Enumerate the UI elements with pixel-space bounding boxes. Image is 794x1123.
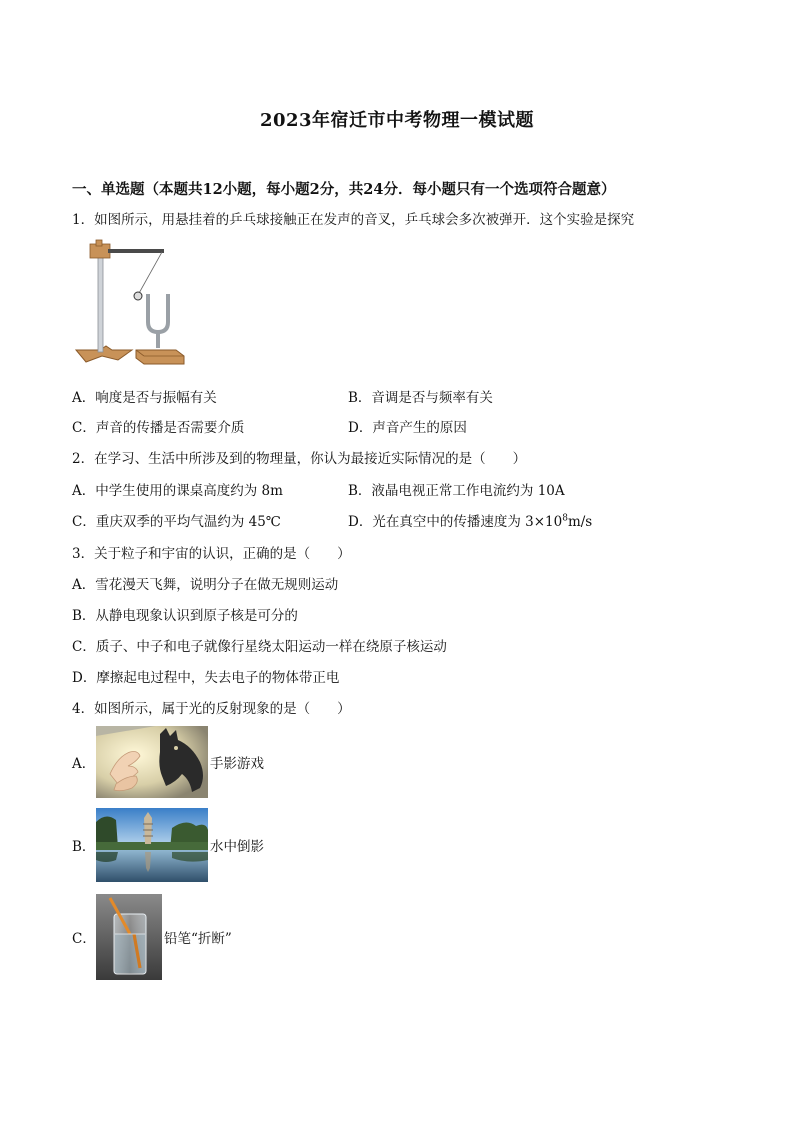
page-title: 2023年宿迁市中考物理一模试题 [259,110,535,131]
q2-option-a: A．中学生使用的课桌高度约为 8m [72,483,283,499]
q1-option-d: D．声音产生的原因 [348,420,467,436]
water-reflection-image [96,808,208,882]
q4-option-a-letter: A． [72,756,96,772]
q2-option-b: B．液晶电视正常工作电流约为 10A [348,483,565,499]
q4-option-a-caption: 手影游戏 [210,756,264,772]
q4-option-a [72,726,264,798]
q2-option-d-text: D．光在真空中的传播速度为 3×10 [348,514,563,530]
pencil-in-water-image [96,894,162,980]
q2-stem: 2．在学习、生活中所涉及到的物理量，你认为最接近实际情况的是（ ） [72,451,527,467]
tuning-fork-figure [72,238,192,368]
q1-stem: 1．如图所示，用悬挂着的乒乓球接触正在发声的音叉，乒乓球会多次被弹开．这个实验是探究 [72,212,635,228]
q4-option-b-caption: 水中倒影 [210,839,264,855]
q4-option-c-caption: 铅笔“折断” [164,931,232,947]
q3-option-a: A．雪花漫天飞舞，说明分子在做无规则运动 [72,577,339,593]
section-heading: 一、单选题（本题共12小题，每小题2分，共24分．每小题只有一个选项符合题意） [72,181,616,198]
q4-stem: 4．如图所示，属于光的反射现象的是（ ） [72,701,351,717]
q3-option-d: D．摩擦起电过程中，失去电子的物体带正电 [72,670,340,686]
q3-stem: 3．关于粒子和宇宙的认识，正确的是（ ） [72,546,351,562]
q2-option-c: C．重庆双季的平均气温约为 45℃ [72,514,281,530]
q3-option-c: C．质子、中子和电子就像行星绕太阳运动一样在绕原子核运动 [72,639,447,655]
hand-shadow-image [96,726,208,798]
q4-option-b-letter: B． [72,839,96,855]
q4-option-b [72,808,264,882]
q3-option-b: B．从静电现象认识到原子核是可分的 [72,608,298,624]
q1-option-b: B．音调是否与频率有关 [348,390,493,406]
q1-option-c: C．声音的传播是否需要介质 [72,420,245,436]
q4-option-c-letter: C． [72,931,96,947]
q2-option-d [348,510,592,530]
q1-option-a: A．响度是否与振幅有关 [72,390,217,406]
q2-option-d-unit: m/s [567,514,593,530]
q2-option-d-exponent: 8 [562,513,568,524]
q4-option-c [72,894,232,980]
